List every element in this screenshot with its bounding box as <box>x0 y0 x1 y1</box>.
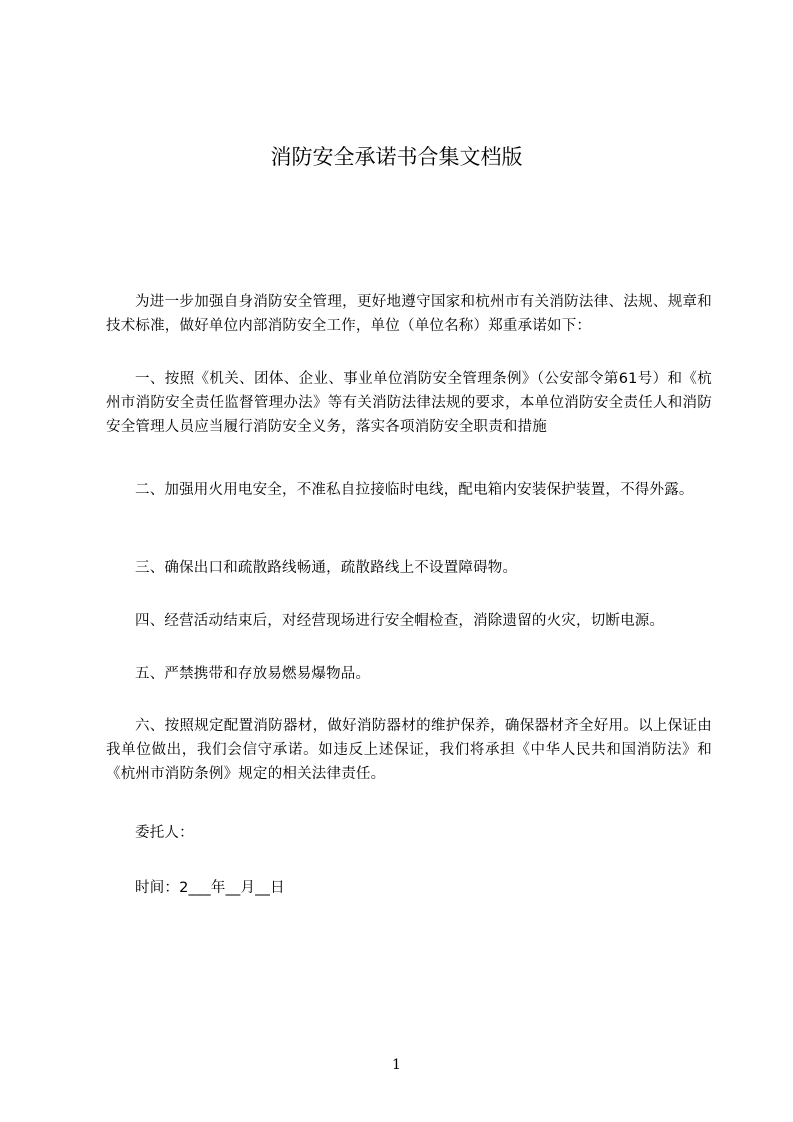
intro-paragraph: 为进一步加强自身消防安全管理，更好地遵守国家和杭州市有关消防法律、法规、规章和技术标准，做好单位内部消防安全工作，单位（单位名称）郑重承诺如下： <box>106 294 712 334</box>
clause-four-paragraph: 四、经营活动结束后，对经营现场进行安全帽检查，消除遗留的火灾，切断电源。 <box>135 613 665 629</box>
clause-three-paragraph: 三、确保出口和疏散路线畅通，疏散路线上不设置障碍物。 <box>135 560 518 576</box>
clause-two-paragraph: 二、加强用火用电安全，不准私自拉接临时电线，配电箱内安装保护装置，不得外露。 <box>135 482 694 498</box>
page-number: 1 <box>392 1057 401 1073</box>
clause-six-paragraph: 六、按照规定配置消防器材，做好消防器材的维护保养，确保器材齐全好用。以上保证由我单位做出，我们会信守承诺。如违反上述保证，我们将承担《中华人民共和国消防法》和《杭州市消防条例》规定的相关法律责任。 <box>106 718 712 782</box>
document-title: 消防安全承诺书合集文档版 <box>270 145 523 169</box>
clause-one-paragraph: 一、按照《机关、团体、企业、事业单位消防安全管理条例》（公安部令第61号）和《杭州市消防安全责任监督管理办法》等有关消防法律法规的要求，本单位消防安全责任人和消防安全管理人员应当履行消防安全义务，落实各项消防安全职责和措施 <box>106 371 712 435</box>
client-signature-line: 委托人： <box>135 825 194 841</box>
clause-five-paragraph: 五、严禁携带和存放易燃易爆物品。 <box>135 666 371 682</box>
date-line: 时间：2___年__月__日 <box>135 880 285 896</box>
